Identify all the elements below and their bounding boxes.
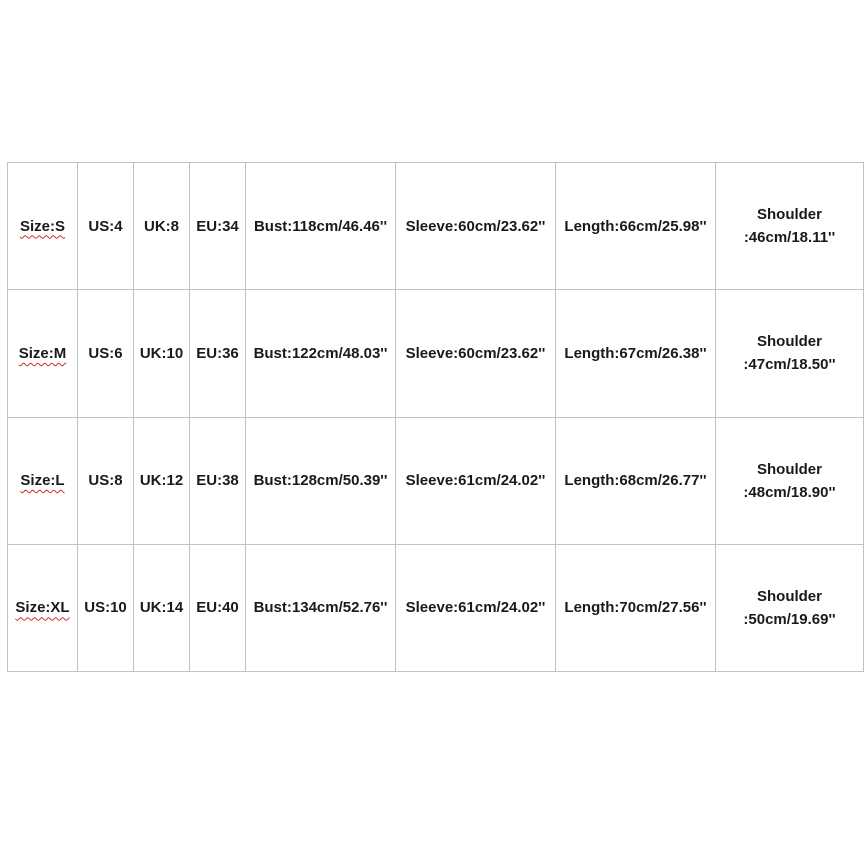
size-cell: Size:L xyxy=(8,417,78,544)
us-size-cell: US:6 xyxy=(78,290,134,417)
size-row-xl xyxy=(8,544,864,671)
shoulder-value: :48cm/18.90'' xyxy=(743,483,836,501)
shoulder-label: Shoulder xyxy=(756,333,822,351)
uk-size-cell: UK:10 xyxy=(134,290,190,417)
size-row-m xyxy=(8,290,864,417)
bust-cell: Bust:134cm/52.76'' xyxy=(246,544,396,671)
size-row-l xyxy=(8,417,864,544)
bust-cell: Bust:122cm/48.03'' xyxy=(246,290,396,417)
eu-size-cell: EU:34 xyxy=(190,163,246,290)
eu-size-cell: EU:40 xyxy=(190,544,246,671)
us-size-cell: US:4 xyxy=(78,163,134,290)
shoulder-label: Shoulder xyxy=(756,587,822,605)
sleeve-cell: Sleeve:60cm/23.62'' xyxy=(396,163,556,290)
shoulder-value: :50cm/19.69'' xyxy=(743,610,836,628)
uk-size-cell: UK:8 xyxy=(134,163,190,290)
us-size-cell: US:10 xyxy=(78,544,134,671)
length-cell: Length:67cm/26.38'' xyxy=(556,290,716,417)
size-cell: Size:S xyxy=(8,163,78,290)
shoulder-cell xyxy=(716,290,864,417)
shoulder-cell xyxy=(716,544,864,671)
sleeve-cell: Sleeve:61cm/24.02'' xyxy=(396,544,556,671)
shoulder-cell xyxy=(716,417,864,544)
eu-size-cell: EU:38 xyxy=(190,417,246,544)
sleeve-cell: Sleeve:60cm/23.62'' xyxy=(396,290,556,417)
shoulder-value: :47cm/18.50'' xyxy=(743,356,836,374)
shoulder-label: Shoulder xyxy=(756,460,822,478)
shoulder-cell xyxy=(716,163,864,290)
size-cell: Size:M xyxy=(8,290,78,417)
shoulder-label: Shoulder xyxy=(756,206,822,224)
sleeve-cell: Sleeve:61cm/24.02'' xyxy=(396,417,556,544)
size-row-s xyxy=(8,163,864,290)
bust-cell: Bust:118cm/46.46'' xyxy=(246,163,396,290)
eu-size-cell: EU:36 xyxy=(190,290,246,417)
length-cell: Length:66cm/25.98'' xyxy=(556,163,716,290)
uk-size-cell: UK:12 xyxy=(134,417,190,544)
size-cell: Size:XL xyxy=(8,544,78,671)
us-size-cell: US:8 xyxy=(78,417,134,544)
shoulder-value: :46cm/18.11'' xyxy=(743,229,836,247)
uk-size-cell: UK:14 xyxy=(134,544,190,671)
bust-cell: Bust:128cm/50.39'' xyxy=(246,417,396,544)
length-cell: Length:70cm/27.56'' xyxy=(556,544,716,671)
size-chart-table xyxy=(7,162,864,672)
length-cell: Length:68cm/26.77'' xyxy=(556,417,716,544)
